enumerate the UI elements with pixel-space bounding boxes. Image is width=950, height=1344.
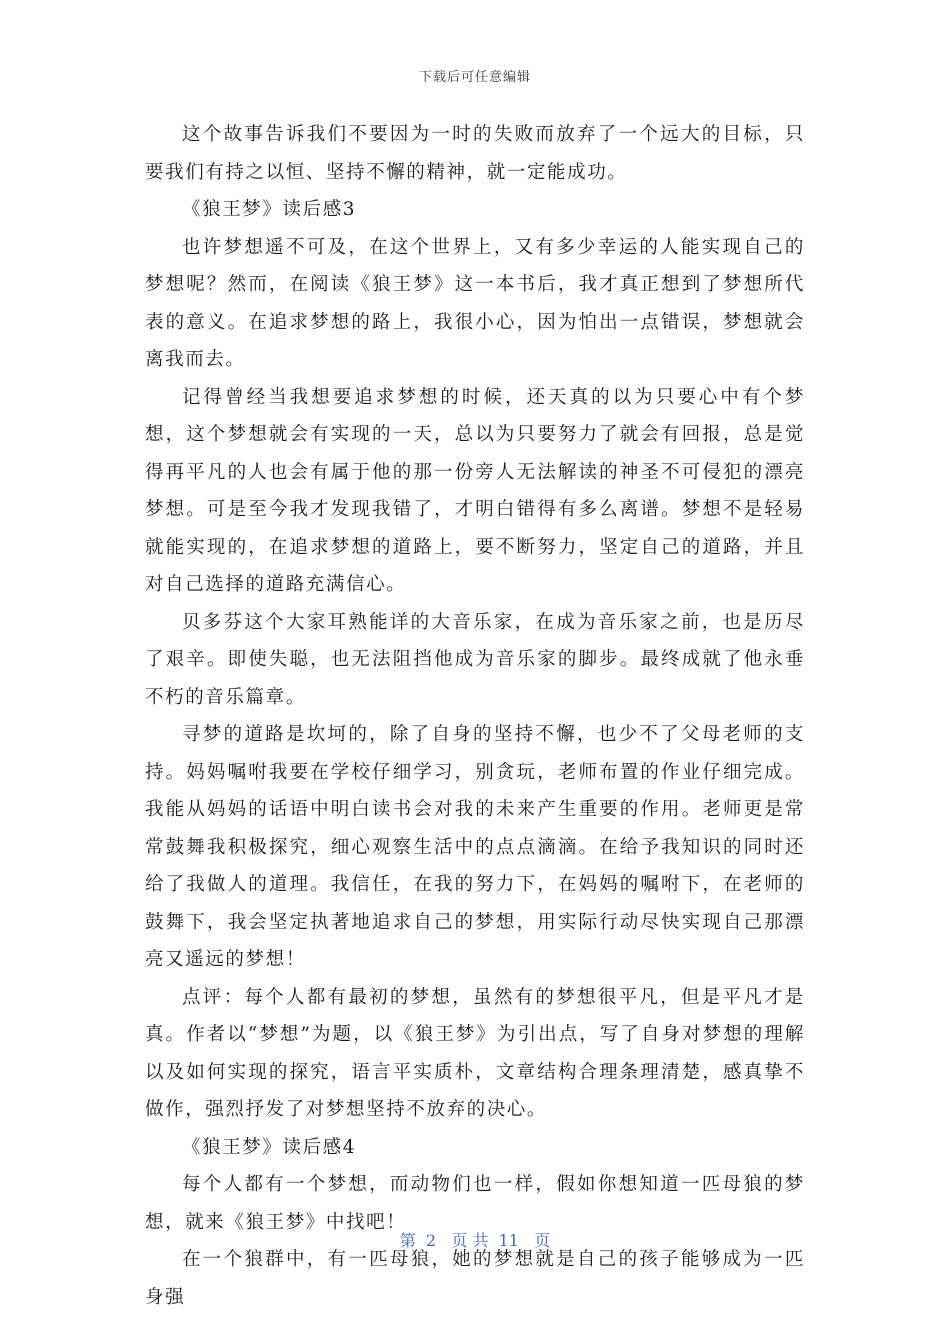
paragraph: 贝多芬这个大家耳熟能详的大音乐家，在成为音乐家之前，也是历尽了艰辛。即使失聪，也无法阻挡他成为音乐家的脚步。最终成就了他永垂不朽的音乐篇章。: [145, 611, 805, 708]
paragraph: 也许梦想遥不可及，在这个世界上，又有多少幸运的人能实现自己的梦想呢？然而，在阅读《狼王梦》这一本书后，我才真正想到了梦想所代表的意义。在追求梦想的路上，我很小心，因为怕出一点错误，梦想就会离我而去。: [145, 236, 805, 370]
paragraph: 这个故事告诉我们不要因为一时的失败而放弃了一个远大的目标，只要我们有持之以恒、坚持不懈的精神，就一定能成功。: [145, 124, 805, 183]
section-heading: 《狼王梦》读后感4: [182, 1136, 357, 1158]
paragraph: 点评：每个人都有最初的梦想，虽然有的梦想很平凡，但是平凡才是真。作者以“梦想”为题，以《狼王梦》为引出点，写了自身对梦想的理解以及如何实现的探究，语言平实质朴，文章结构合理条理清楚，感真挚不做作，强烈抒发了对梦想坚持不放弃的决心。: [145, 986, 805, 1120]
section-heading: 《狼王梦》读后感3: [182, 199, 357, 220]
paragraph: 在一个狼群中，有一匹母狼，她的梦想就是自己的孩子能够成为一匹身强: [145, 1249, 805, 1308]
paragraph: 每个人都有一个梦想，而动物们也一样，假如你想知道一匹母狼的梦想，就来《狼王梦》中找吧！: [145, 1174, 805, 1233]
document-body: [145, 116, 805, 1316]
paragraph: 记得曾经当我想要追求梦想的时候，还天真的以为只要心中有个梦想，这个梦想就会有实现的一天，总以为只要努力了就会有回报，总是觉得再平凡的人也会有属于他的那一份旁人无法解读的神圣不可侵犯的漂亮梦想。可是至今我才发现我错了，才明白错得有多么离谱。梦想不是轻易就能实现的，在追求梦想的道路上，要不断努力，坚定自己的道路，并且对自己选择的道路充满信心。: [145, 386, 805, 595]
paragraph: 寻梦的道路是坎坷的，除了自身的坚持不懈，也少不了父母老师的支持。妈妈嘱咐我要在学校仔细学习，别贪玩，老师布置的作业仔细完成。我能从妈妈的话语中明白读书会对我的未来产生重要的作用。老师更是常常鼓舞我积极探究，细心观察生活中的点点滴滴。在给予我知识的同时还给了我做人的道理。我信任，在我的努力下，在妈妈的嘱咐下，在老师的鼓舞下，我会坚定执著地追求自己的梦想，用实际行动尽快实现自己那漂亮又遥远的梦想！: [145, 724, 805, 970]
page-header: 下载后可任意编辑: [418, 70, 531, 85]
page-footer: 第 2 页 共 11 页: [399, 1231, 551, 1250]
